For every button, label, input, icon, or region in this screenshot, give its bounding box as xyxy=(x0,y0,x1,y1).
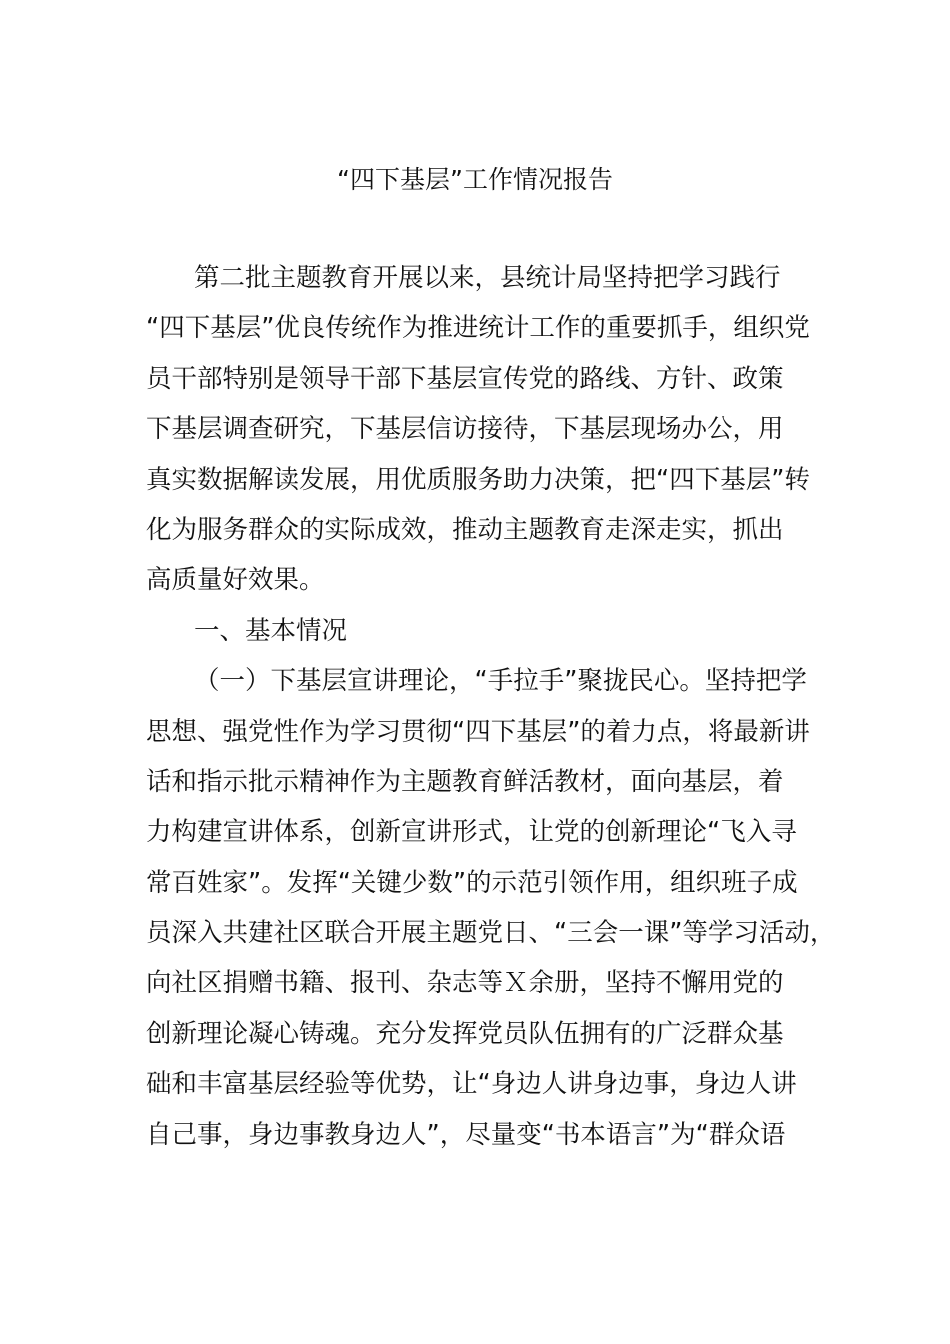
document-title: “四下基层”工作情况报告 xyxy=(337,165,613,194)
body-line: 常百姓家”。发挥“关键少数”的示范引领作用，组织班子成 xyxy=(146,867,798,898)
body-line: 高质量好效果。 xyxy=(146,565,325,596)
body-line: 自己事，身边事教身边人”，尽量变“书本语言”为“群众语 xyxy=(146,1119,786,1150)
subsection-line: （一）下基层宣讲理论，“手拉手”聚拢民心。坚持把学 xyxy=(194,666,807,697)
body-line: 真实数据解读发展，用优质服务助力决策，把“四下基层”转 xyxy=(146,464,810,495)
body-line: “四下基层”优良传统作为推进统计工作的重要抓手，组织党 xyxy=(146,313,810,344)
body-line: 化为服务群众的实际成效，推动主题教育走深走实，抓出 xyxy=(146,514,784,545)
body-line: 础和丰富基层经验等优势，让“身边人讲身边事，身边人讲 xyxy=(146,1069,797,1100)
body-line: 员干部特别是领导干部下基层宣传党的路线、方针、政策 xyxy=(146,363,784,394)
body-line: 思想、强党性作为学习贯彻“四下基层”的着力点，将最新讲 xyxy=(146,716,810,747)
body-line: 话和指示批示精神作为主题教育鲜活教材，面向基层，着 xyxy=(146,766,784,797)
body-line: 力构建宣讲体系，创新宣讲形式，让党的创新理论“飞入寻 xyxy=(146,817,797,848)
body-line: 创新理论凝心铸魂。充分发挥党员队伍拥有的广泛群众基 xyxy=(146,1018,784,1049)
body-line: 第二批主题教育开展以来，县统计局坚持把学习践行 xyxy=(194,263,781,293)
body-line: 向社区捐赠书籍、报刊、杂志等Ｘ余册，坚持不懈用党的 xyxy=(146,968,784,999)
body-line: 员深入共建社区联合开展主题党日、“三会一课”等学习活动， xyxy=(146,918,836,949)
section-heading: 一、基本情况 xyxy=(194,615,348,646)
body-line: 下基层调查研究，下基层信访接待，下基层现场办公，用 xyxy=(146,414,784,445)
document-body xyxy=(146,253,836,1160)
